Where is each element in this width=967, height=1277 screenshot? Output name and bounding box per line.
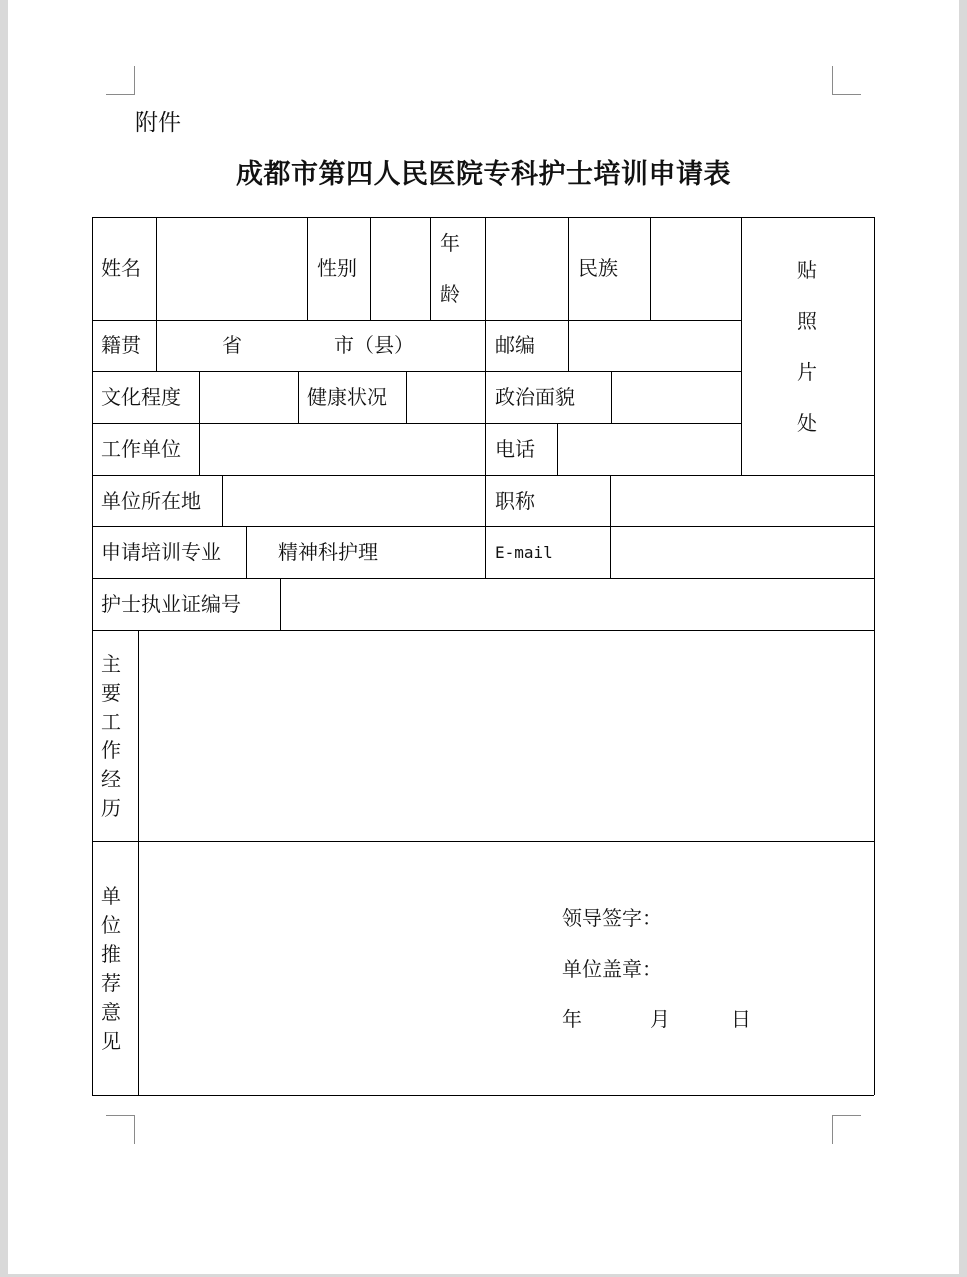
age-label-top: 年 [440,231,460,255]
email-field[interactable] [611,527,874,578]
work-experience-field[interactable] [139,631,874,841]
col-line [298,371,299,423]
date-month-label: 月 [650,1007,670,1031]
col-line [246,526,247,578]
col-line [307,217,308,320]
age-field[interactable] [486,218,568,320]
name-field[interactable] [157,218,307,320]
work-unit-field[interactable] [200,424,485,475]
col-line [568,217,569,320]
gender-label: 性别 [317,256,357,280]
unit-location-field[interactable] [223,476,485,526]
unit-seal-label: 单位盖章： [562,957,662,981]
col-line [485,526,486,578]
training-major-value: 精神科护理 [278,540,378,564]
ethnicity-field[interactable] [651,218,741,320]
health-field[interactable] [407,372,485,423]
phone-label: 电话 [495,437,535,461]
name-label: 姓名 [101,256,141,280]
political-label: 政治面貌 [495,385,575,409]
leader-signature-label: 领导签字： [562,906,662,930]
table-border-bottom [92,1095,874,1096]
city-label: 市（县） [334,333,414,357]
political-field[interactable] [612,372,741,423]
col-line [485,371,486,423]
education-label: 文化程度 [101,385,181,409]
col-line [430,217,431,320]
phone-field[interactable] [558,424,741,475]
gender-field[interactable] [371,218,430,320]
education-field[interactable] [200,372,298,423]
postcode-label: 邮编 [495,333,535,357]
nurse-license-field[interactable] [281,579,874,630]
col-line [485,320,486,371]
nurse-license-label: 护士执业证编号 [101,592,241,616]
health-label: 健康状况 [307,385,387,409]
col-line [156,320,157,371]
date-year-label: 年 [562,1007,582,1031]
photo-placeholder-label: 贴 照 片 处 [797,258,817,435]
row-line [92,841,874,842]
col-line [485,423,486,475]
ethnicity-label: 民族 [578,256,618,280]
table-border-left [92,217,93,1095]
attachment-label: 附件 [135,110,181,136]
training-major-label: 申请培训专业 [101,540,221,564]
form-title: 成都市第四人民医院专科护士培训申请表 [236,159,731,190]
unit-location-label: 单位所在地 [101,489,201,513]
province-label: 省 [222,333,242,357]
email-label: E-mail [495,543,553,562]
recommendation-label: 单 位 推 荐 意 见 [101,884,121,1053]
work-experience-label: 主 要 工 作 经 历 [101,652,121,820]
work-unit-label: 工作单位 [101,437,181,461]
photo-col-line [741,217,742,475]
postcode-field[interactable] [569,321,741,371]
native-place-label: 籍贯 [101,333,141,357]
age-label-bottom: 龄 [440,282,460,306]
col-line [485,475,486,526]
table-border-right [874,217,875,1095]
title-label: 职称 [495,489,535,513]
date-day-label: 日 [731,1007,751,1031]
title-field[interactable] [611,476,874,526]
